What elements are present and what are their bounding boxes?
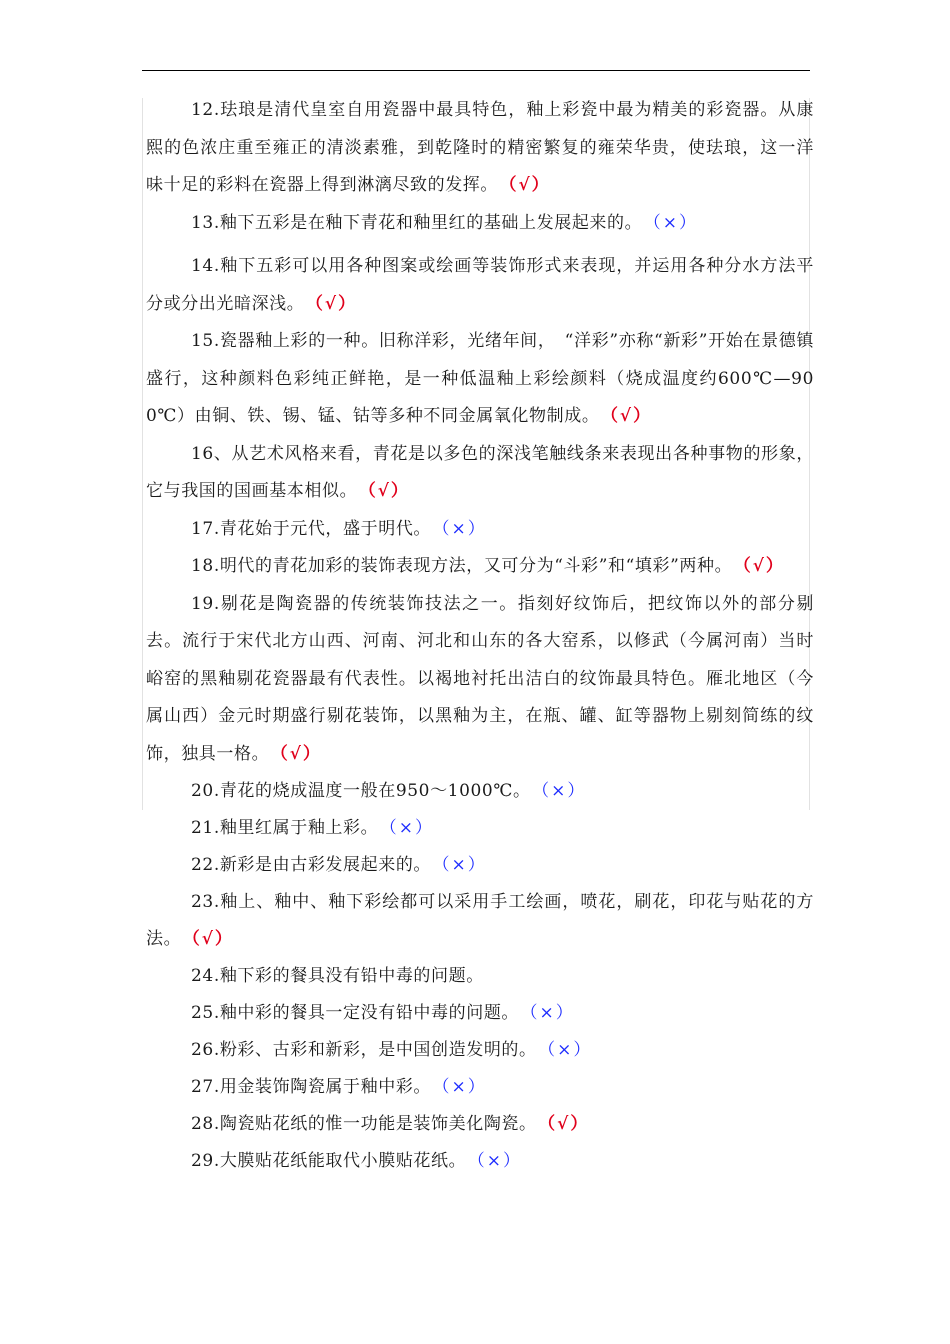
question-list [146, 92, 814, 1180]
header-rule [142, 70, 810, 71]
question-15: 15.瓷器釉上彩的一种。旧称洋彩，光绪年间， “洋彩”亦称“新彩”开始在景德镇盛行，这种颜料色彩纯正鲜艳，是一种低温釉上彩绘颜料（烧成温度约600℃—900℃）由铜、铁、锡、锰、钴等多种不同金属氧化物制成。 （√） [146, 331, 814, 426]
answer-mark: （√） [508, 175, 551, 195]
question-13: 13.釉下五彩是在釉下青花和釉里红的基础上发展起来的。 （×） [191, 212, 698, 233]
question-12: 12.珐琅是清代皇室自用瓷器中最具特色，釉上彩瓷中最为精美的彩瓷器。从康熙的色浓庄重至雍正的清淡素雅，到乾隆时的精密繁复的雍荣华贵，使珐琅，这一洋味十足的彩料在瓷器上得到淋漓尽致的发挥。 （√） [146, 100, 814, 195]
answer-mark: （×） [529, 1003, 575, 1023]
answer-mark: （√） [367, 481, 410, 501]
answer-mark: （×） [476, 1151, 522, 1171]
question-26: 26.粉彩、古彩和新彩，是中国创造发明的。 （×） [191, 1040, 593, 1060]
answer-mark: （×） [441, 518, 487, 539]
question-19: 19.剔花是陶瓷器的传统装饰技法之一。指刻好纹饰后，把纹饰以外的部分剔去。流行于宋代北方山西、河南、河北和山东的各大窑系，以修武（今属河南）当时峪窑的黑釉剔花瓷器最有代表性。以褐地衬托出洁白的纹饰最具特色。雁北地区（今属山西）金元时期盛行剔花装饰，以黑釉为主，在瓶、罐、缸等器物上剔刻简练的纹饰，独具一格。 （√） [146, 593, 814, 764]
question-14: 14.釉下五彩可以用各种图案或绘画等装饰形式来表现，并运用各种分水方法平分或分出光暗深浅。 （√） [146, 256, 814, 314]
answer-mark: （×） [441, 855, 487, 875]
answer-mark: （×） [540, 781, 587, 801]
answer-mark: （√） [314, 293, 358, 314]
answer-mark: （×） [388, 818, 434, 838]
answer-mark: （√） [279, 743, 322, 764]
question-16: 16、从艺术风格来看，青花是以多色的深浅笔触线条来表现出各种事物的形象，它与我国的国画基本相似。 （√） [146, 443, 814, 501]
question-25: 25.釉中彩的餐具一定没有铅中毒的问题。 （×） [191, 1003, 575, 1023]
question-24: 24.釉下彩的餐具没有铅中毒的问题。 [191, 966, 484, 986]
answer-mark: （√） [191, 929, 234, 949]
answer-mark: （√） [546, 1114, 590, 1134]
answer-mark: （√） [609, 406, 653, 426]
question-23: 23.釉上、釉中、釉下彩绘都可以采用手工绘画，喷花，刷花，印花与贴花的方法。 （√） [146, 892, 814, 949]
question-27: 27.用金装饰陶瓷属于釉中彩。 （×） [191, 1077, 487, 1097]
answer-mark: （×） [441, 1077, 487, 1097]
question-21: 21.釉里红属于釉上彩。 （×） [191, 818, 434, 838]
answer-mark: （√） [742, 556, 785, 576]
answer-mark: （×） [546, 1040, 593, 1060]
question-17: 17.青花始于元代，盛于明代。 （×） [191, 518, 487, 539]
question-20: 20.青花的烧成温度一般在950～1000℃。 （×） [191, 781, 587, 801]
question-29: 29.大膜贴花纸能取代小膜贴花纸。 （×） [191, 1151, 522, 1171]
question-28: 28.陶瓷贴花纸的惟一功能是装饰美化陶瓷。 （√） [191, 1114, 590, 1134]
question-22: 22.新彩是由古彩发展起来的。 （×） [191, 855, 487, 875]
answer-mark: （×） [652, 212, 698, 233]
question-18: 18.明代的青花加彩的装饰表现方法，又可分为“斗彩”和“填彩”两种。 （√） [191, 556, 785, 576]
